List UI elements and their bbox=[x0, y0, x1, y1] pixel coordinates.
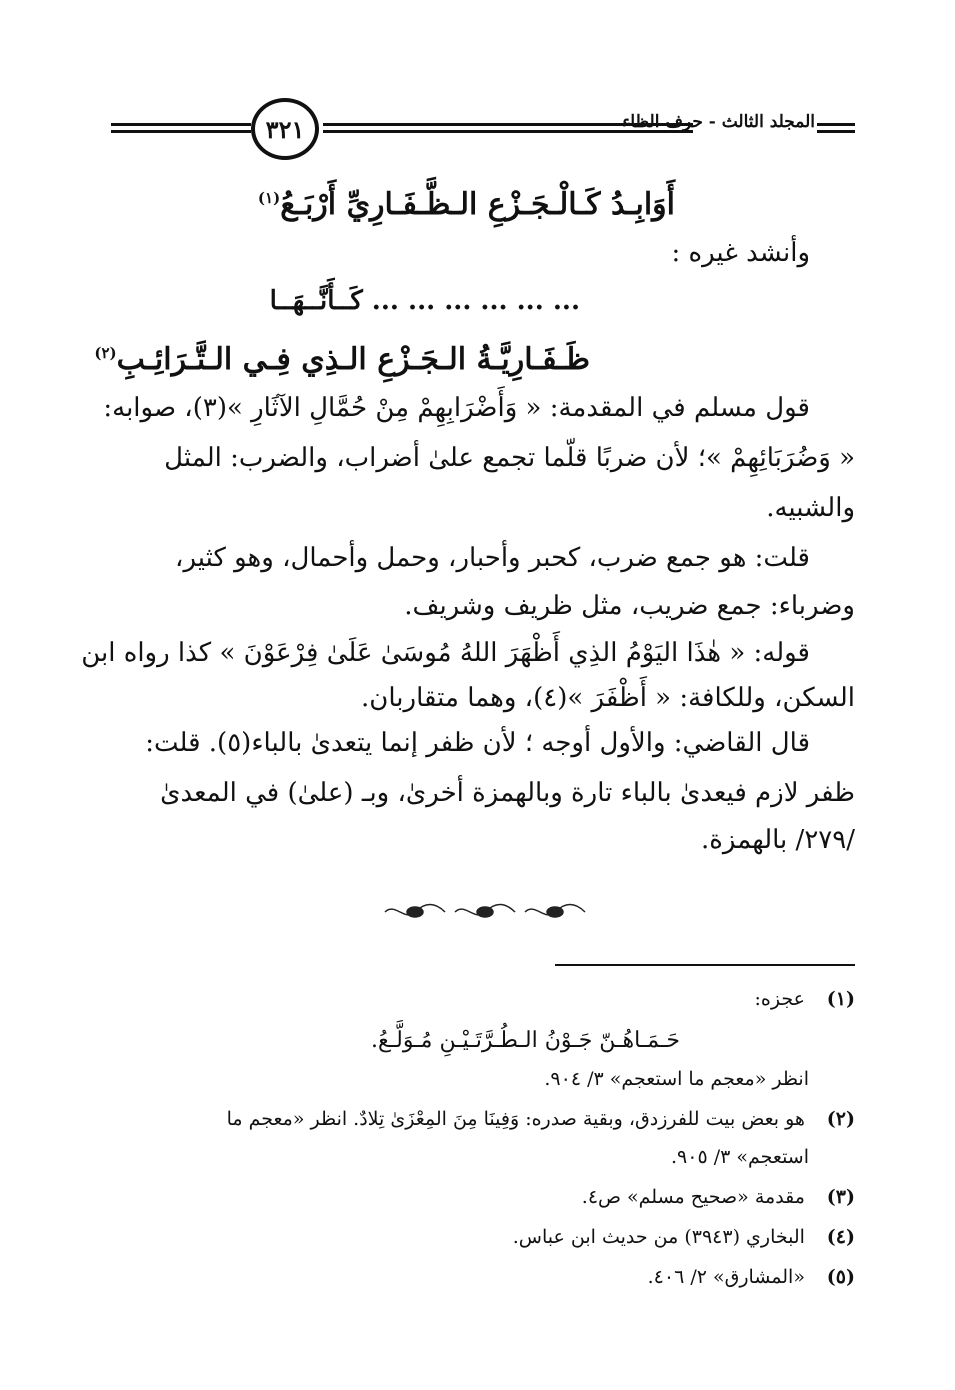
paragraph-line: والشبيه. bbox=[766, 493, 855, 523]
footnote-text: هو بعض بيت للفرزدق، وبقية صدره: وَفِينَا مِنَ المِعْزَىٰ تِلادٌ. انظر «معجم ما bbox=[226, 1108, 805, 1130]
footnote-marker: (٢) bbox=[94, 344, 117, 362]
paragraph-line: قوله: « هٰذَا اليَوْمُ الذِي أَظْهَرَ اللهُ مُوسَىٰ عَلَىٰ فِرْعَوْنَ » كذا رواه ابن bbox=[81, 638, 810, 668]
header-rule bbox=[111, 123, 251, 126]
footnote bbox=[513, 1223, 855, 1251]
footnote-number: (٣) bbox=[826, 1186, 855, 1208]
footnote-text: البخاري (٣٩٤٣) من حديث ابن عباس. bbox=[512, 1226, 805, 1248]
paragraph-line: قال القاضي: والأول أوجه ؛ لأن ظفر إنما يتعدىٰ بالباء(٥). قلت: bbox=[145, 728, 810, 758]
footnote bbox=[582, 1183, 855, 1211]
verse-text: أَوَابِـدُ كَـالْـجَـزْعِ الـظَّـفَـارِيِّ أَرْبَـعُ bbox=[280, 187, 675, 222]
footnote-number: (٢) bbox=[826, 1108, 855, 1130]
footnote-text: مقدمة «صحيح مسلم» ص٤. bbox=[581, 1186, 805, 1208]
footnote-verse: حَـمَـاهُـنّ جَـوْنُ الـطُـرَّتَـيْـنِ مُـوَلَّـعُ. bbox=[371, 1028, 680, 1053]
footnote-separator bbox=[555, 964, 855, 966]
page-header bbox=[105, 90, 855, 170]
footnote-number: (٥) bbox=[826, 1266, 855, 1288]
footnote-text: استعجم» ٣/ ٩٠٥. bbox=[670, 1146, 809, 1168]
paragraph-line: وضرباء: جمع ضريب، مثل ظريف وشريف. bbox=[404, 591, 855, 621]
section-ornament bbox=[380, 900, 590, 924]
paragraph-line: قلت: هو جمع ضرب، كحبر وأحبار، وحمل وأحمال، وهو كثير، bbox=[175, 543, 810, 573]
footnote-number: (١) bbox=[826, 988, 855, 1010]
footnote-text: عجزه: bbox=[754, 988, 805, 1010]
verse-line: ... ... ... ... ... ... كَــأَنَّــهَــا bbox=[269, 286, 580, 316]
footnote-marker: (١) bbox=[257, 189, 281, 207]
verse-line bbox=[94, 335, 590, 378]
paragraph-line: قول مسلم في المقدمة: « وَأَضْرَابِهِمْ مِنْ حُمَّالِ الآثَارِ »(٣)، صوابه: bbox=[103, 393, 810, 423]
footnote bbox=[648, 1263, 855, 1291]
header-rule bbox=[111, 130, 251, 133]
footnote bbox=[227, 1105, 855, 1133]
paragraph-line: /٢٧٩/ بالهمزة. bbox=[700, 825, 855, 855]
paragraph-line: ظفر لازم فيعدىٰ بالباء تارة وبالهمزة أخرىٰ، وبـ (علىٰ) في المعدىٰ bbox=[160, 778, 855, 808]
header-rule bbox=[817, 130, 855, 133]
verse-text: ظَـفَـارِيَّـةُ الـجَـزْعِ الـذِي فِـي الـتَّـرَائِـبِ bbox=[116, 342, 590, 377]
paragraph-line: السكن، وللكافة: « أَظْفَرَ »(٤)، وهما متقاربان. bbox=[361, 683, 855, 713]
footnote-text: انظر «معجم ما استعجم» ٣/ ٩٠٤. bbox=[544, 1068, 809, 1090]
footnote-number: (٤) bbox=[826, 1226, 855, 1248]
running-title: المجلد الثالث - حرف الظاء bbox=[622, 112, 815, 132]
paragraph-line: وأنشد غيره : bbox=[671, 238, 810, 268]
verse-line bbox=[258, 180, 675, 223]
header-rule bbox=[817, 123, 855, 126]
page-number: ٣٢١ bbox=[251, 98, 319, 160]
footnote-text: «المشارق» ٢/ ٤٠٦. bbox=[647, 1266, 805, 1288]
footnote bbox=[755, 985, 856, 1013]
paragraph-line: « وَضُرَبَائِهِمْ »؛ لأن ضربًا قلّما تجمع علىٰ أضراب، والضرب: المثل bbox=[164, 443, 855, 473]
